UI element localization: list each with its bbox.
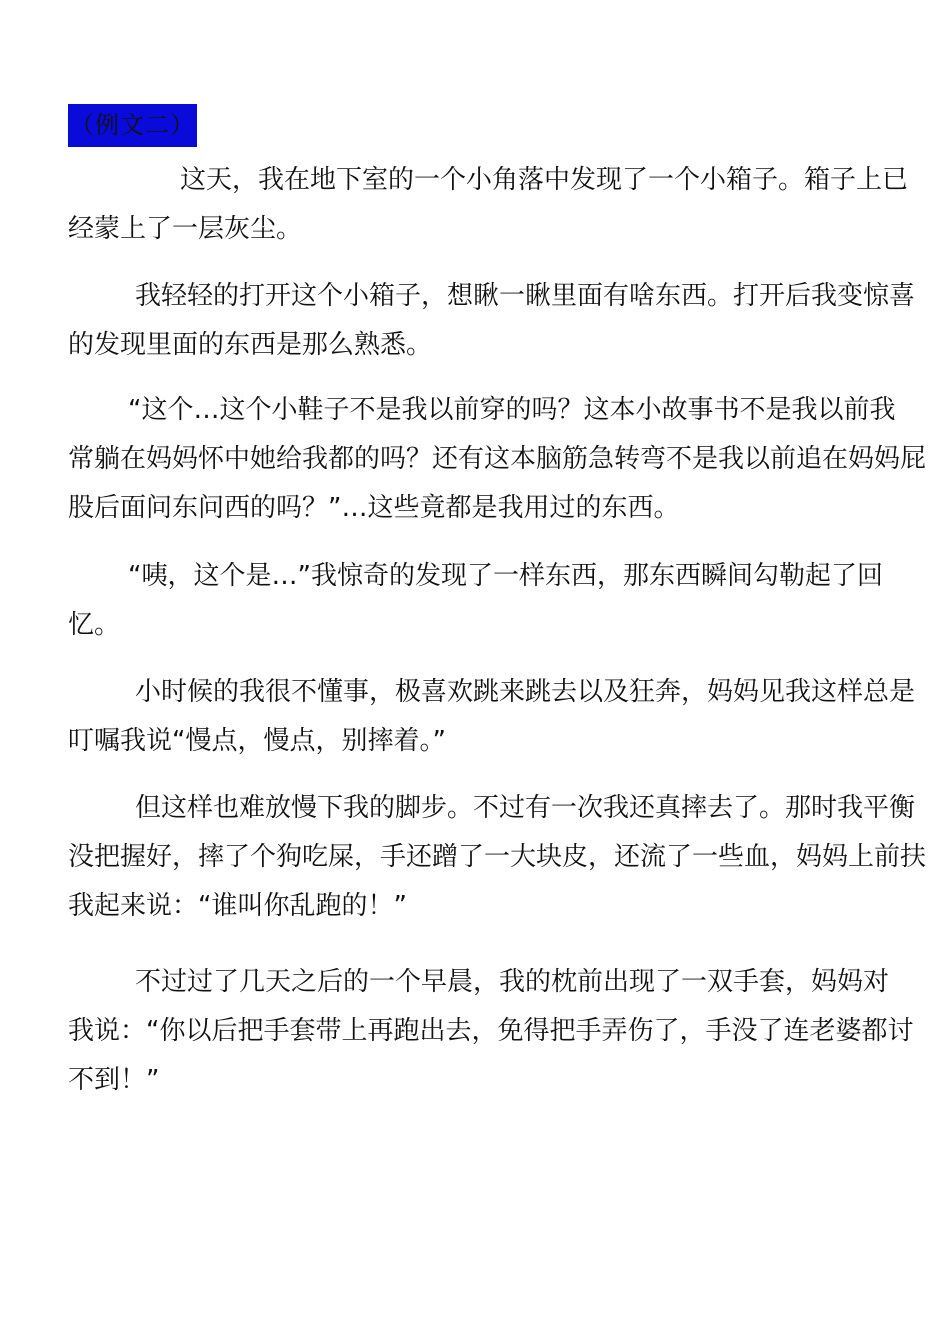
paragraph-2-line-2: 的发现里面的东西是那么熟悉。 (68, 330, 433, 360)
paragraph-4-line-2: 忆。 (68, 610, 121, 640)
paragraph-5-line-1: 小时候的我很不懂事，极喜欢跳来跳去以及狂奔，妈妈见我这样总是 (135, 677, 916, 707)
paragraph-7-line-2: 我说：“你以后把手套带上再跑出去，免得把手弄伤了，手没了连老婆都讨 (68, 1016, 914, 1046)
paragraph-6-line-3: 我起来说：“谁叫你乱跑的！” (68, 891, 407, 921)
paragraph-2-line-1: 我轻轻的打开这个小箱子，想瞅一瞅里面有啥东西。打开后我变惊喜 (135, 281, 916, 311)
paragraph-1-line-2: 经蒙上了一层灰尘。 (68, 214, 303, 244)
paragraph-4-line-1: “咦，这个是…”我惊奇的发现了一样东西，那东西瞬间勾勒起了回 (128, 561, 883, 591)
paragraph-7-line-3: 不到！” (68, 1065, 160, 1095)
paragraph-5-line-2: 叮嘱我说“慢点，慢点，别摔着。” (68, 726, 446, 756)
paragraph-3-line-3: 股后面问东问西的吗？”…这些竟都是我用过的东西。 (68, 493, 680, 523)
paragraph-3-line-1: “这个…这个小鞋子不是我以前穿的吗？这本小故事书不是我以前我 (128, 395, 896, 425)
paragraph-6-line-2: 没把握好，摔了个狗吃屎，手还蹭了一大块皮，还流了一些血，妈妈上前扶 (68, 842, 927, 872)
paragraph-7-line-1: 不过过了几天之后的一个早晨，我的枕前出现了一双手套，妈妈对 (135, 967, 890, 997)
example-label: （例文二） (68, 104, 197, 147)
paragraph-1-line-1: 这天，我在地下室的一个小角落中发现了一个小箱子。箱子上已 (180, 165, 909, 195)
paragraph-3-line-2: 常躺在妈妈怀中她给我都的吗？还有这本脑筋急转弯不是我以前追在妈妈屁 (68, 444, 927, 474)
paragraph-6-line-1: 但这样也难放慢下我的脚步。不过有一次我还真摔去了。那时我平衡 (135, 793, 916, 823)
